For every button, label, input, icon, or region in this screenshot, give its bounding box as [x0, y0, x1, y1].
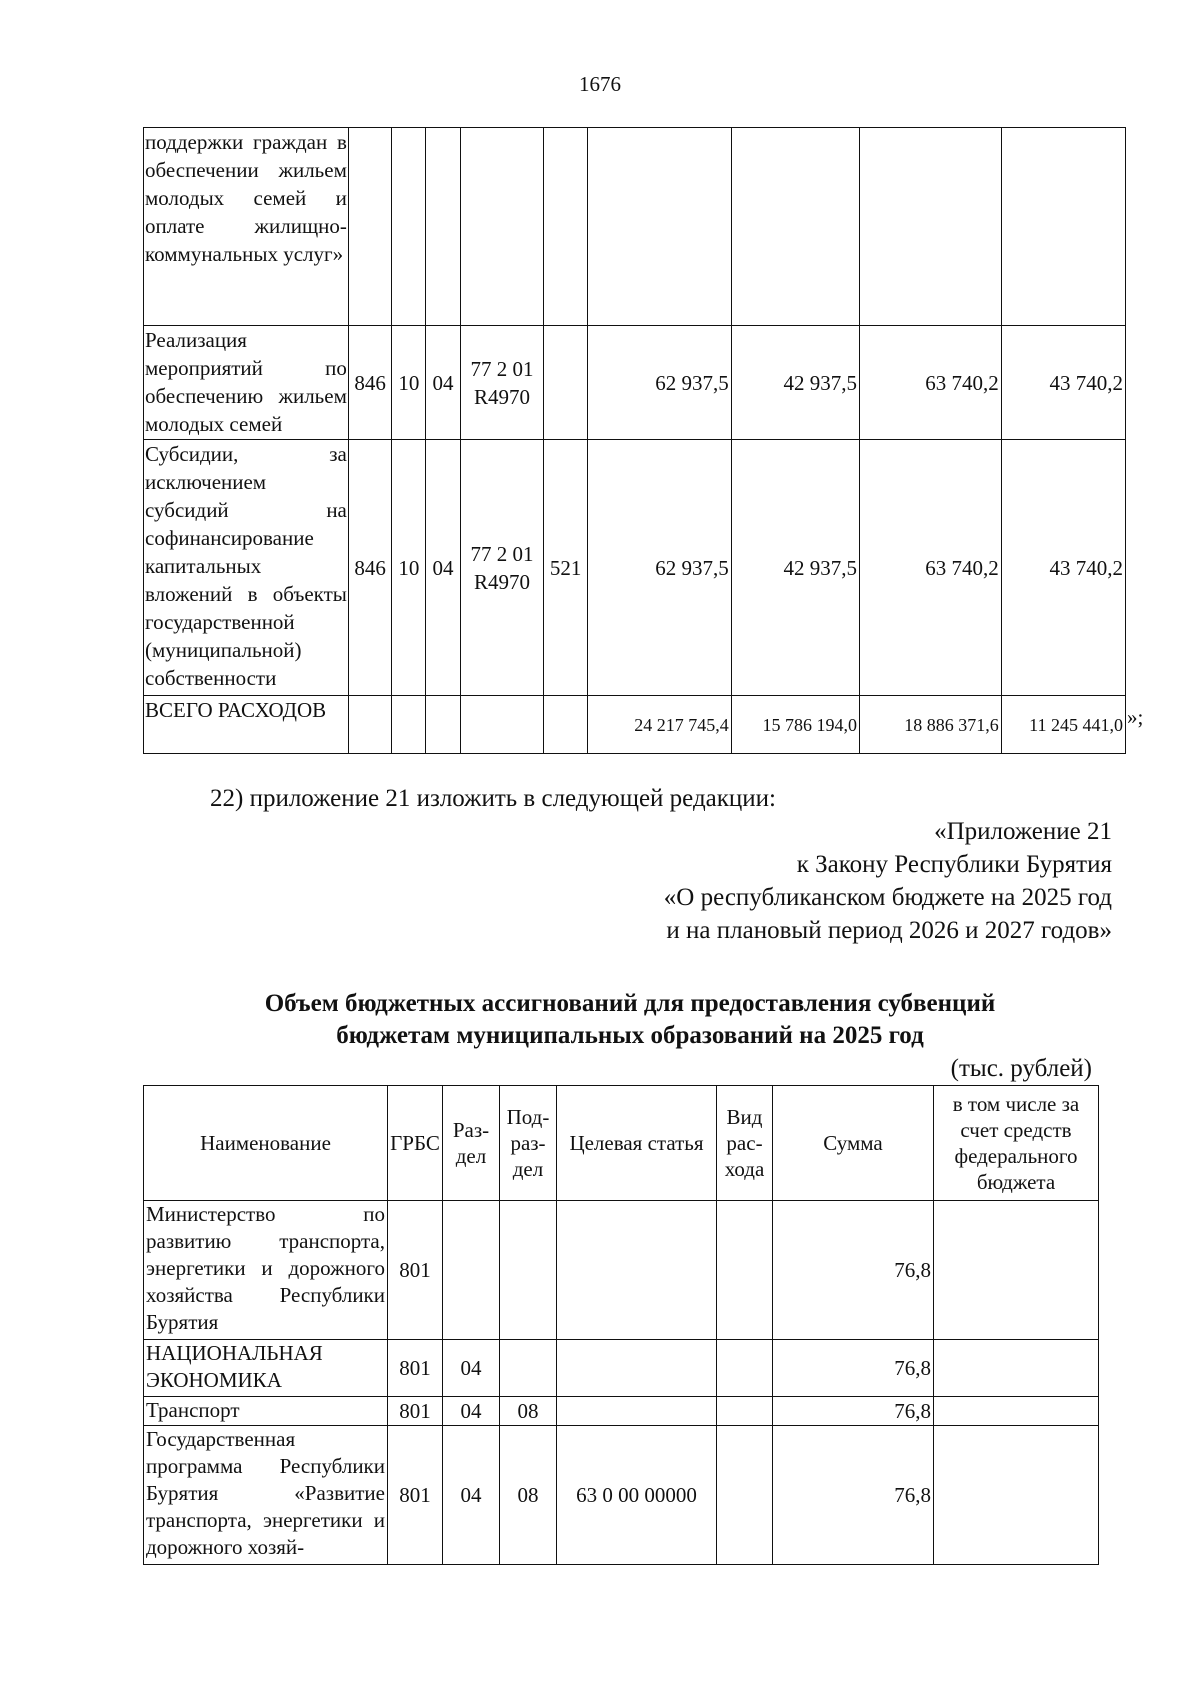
appendix-line: «О республиканском бюджете на 2025 год [663, 884, 1112, 911]
grbs-cell: 846 [348, 440, 391, 696]
sum-cell: 76,8 [773, 1397, 934, 1426]
podrazdel-cell: 04 [426, 440, 460, 696]
podrazdel-cell [426, 696, 460, 754]
row-name: ВСЕГО РАСХОДОВ [144, 696, 349, 754]
sum-cell: 76,8 [773, 1426, 934, 1565]
grbs-cell: 801 [388, 1426, 443, 1565]
sum-cell: 76,8 [773, 1340, 934, 1397]
expense-type-cell [717, 1426, 773, 1565]
row-name: Государственная программа Республики Бурятия «Развитие транспорта, энергетики и дорожного хозяй- [144, 1426, 388, 1565]
value-cell [860, 128, 1002, 326]
expense-type-cell [544, 696, 587, 754]
target-article-cell [460, 696, 544, 754]
header-podrazdel: Под-раз-дел [500, 1086, 557, 1201]
value-cell [1001, 128, 1125, 326]
razdel-cell: 10 [392, 440, 426, 696]
appendix-line: к Закону Республики Бурятия [796, 851, 1112, 878]
grbs-cell: 801 [388, 1397, 443, 1426]
table-row [144, 326, 1126, 440]
expense-type-cell [717, 1201, 773, 1340]
budget-table-continuation [143, 127, 1126, 754]
federal-cell [934, 1340, 1099, 1397]
subventions-table [143, 1085, 1099, 1565]
target-article-cell [460, 128, 544, 326]
razdel-cell [392, 696, 426, 754]
total-value-cell: 15 786 194,0 [731, 696, 859, 754]
podrazdel-cell [426, 128, 460, 326]
razdel-cell [443, 1201, 500, 1340]
row-name: Субсидии, за исключением субсидий на софинансирование капитальных вложений в объекты государственной (муниципальной) собственности [144, 440, 349, 696]
target-article-cell: 77 2 01 R4970 [460, 326, 544, 440]
expense-type-cell [544, 128, 587, 326]
razdel-cell: 10 [392, 326, 426, 440]
table-row [144, 1397, 1099, 1426]
podrazdel-cell [500, 1201, 557, 1340]
header-name: Наименование [144, 1086, 388, 1201]
expense-type-cell [544, 326, 587, 440]
header-grbs: ГРБС [388, 1086, 443, 1201]
appendix-line: «Приложение 21 [934, 818, 1112, 845]
row-name: НАЦИОНАЛЬНАЯ ЭКОНОМИКА [144, 1340, 388, 1397]
table-row [144, 440, 1126, 696]
expense-type-cell [717, 1340, 773, 1397]
razdel-cell: 04 [443, 1340, 500, 1397]
total-value-cell: 11 245 441,0 [1001, 696, 1125, 754]
row-name: Министерство по развитию транспорта, энергетики и дорожного хозяйства Республики Бурятия [144, 1201, 388, 1340]
value-cell: 63 740,2 [860, 440, 1002, 696]
appendix-line: и на плановый период 2026 и 2027 годов» [666, 917, 1112, 944]
federal-cell [934, 1426, 1099, 1565]
header-target-article: Целевая статья [557, 1086, 717, 1201]
target-article-cell [557, 1340, 717, 1397]
row-name: Реализация мероприятий по обеспечению жильем молодых семей [144, 326, 349, 440]
grbs-cell: 801 [388, 1340, 443, 1397]
podrazdel-cell: 04 [426, 326, 460, 440]
podrazdel-cell: 08 [500, 1426, 557, 1565]
value-cell: 43 740,2 [1001, 440, 1125, 696]
appendix-header [664, 815, 1112, 947]
value-cell: 43 740,2 [1001, 326, 1125, 440]
value-cell: 42 937,5 [731, 440, 859, 696]
grbs-cell: 801 [388, 1201, 443, 1340]
table-row [144, 1340, 1099, 1397]
header-federal: в том числе за счет средств федерального бюджета [934, 1086, 1099, 1201]
document-title [0, 988, 1200, 1052]
value-cell [731, 128, 859, 326]
sum-cell: 76,8 [773, 1201, 934, 1340]
row-name: поддержки граждан в обеспечении жильем молодых семей и оплате жилищно-коммунальных услуг» [144, 128, 349, 326]
amendment-paragraph: 22) приложение 21 изложить в следующей редакции: [210, 785, 776, 812]
table-row-total [144, 696, 1126, 754]
table-header-row [144, 1086, 1099, 1201]
federal-cell [934, 1201, 1099, 1340]
grbs-cell [348, 696, 391, 754]
value-cell [587, 128, 731, 326]
table-row [144, 128, 1126, 326]
value-cell: 62 937,5 [587, 326, 731, 440]
value-cell: 62 937,5 [587, 440, 731, 696]
podrazdel-cell [500, 1340, 557, 1397]
grbs-cell [348, 128, 391, 326]
header-expense-type: Вид рас-хода [717, 1086, 773, 1201]
page-number: 1676 [579, 72, 621, 96]
podrazdel-cell: 08 [500, 1397, 557, 1426]
value-cell: 42 937,5 [731, 326, 859, 440]
razdel-cell: 04 [443, 1397, 500, 1426]
razdel-cell: 04 [443, 1426, 500, 1565]
expense-type-cell: 521 [544, 440, 587, 696]
target-article-cell [557, 1201, 717, 1340]
header-razdel: Раз-дел [443, 1086, 500, 1201]
header-sum: Сумма [773, 1086, 934, 1201]
target-article-cell: 63 0 00 00000 [557, 1426, 717, 1565]
table-row [144, 1201, 1099, 1340]
federal-cell [934, 1397, 1099, 1426]
title-line: Объем бюджетных ассигнований для предоставления субвенций [264, 990, 996, 1017]
target-article-cell: 77 2 01 R4970 [460, 440, 544, 696]
grbs-cell: 846 [348, 326, 391, 440]
target-article-cell [557, 1397, 717, 1426]
title-line: бюджетам муниципальных образований на 2025 год [336, 1022, 924, 1049]
closing-quote-mark: »; [1127, 705, 1144, 729]
row-name: Транспорт [144, 1397, 388, 1426]
value-cell: 63 740,2 [860, 326, 1002, 440]
table-row [144, 1426, 1099, 1565]
total-value-cell: 24 217 745,4 [587, 696, 731, 754]
total-value-cell: 18 886 371,6 [860, 696, 1002, 754]
expense-type-cell [717, 1397, 773, 1426]
razdel-cell [392, 128, 426, 326]
units-label: (тыс. рублей) [950, 1055, 1092, 1082]
